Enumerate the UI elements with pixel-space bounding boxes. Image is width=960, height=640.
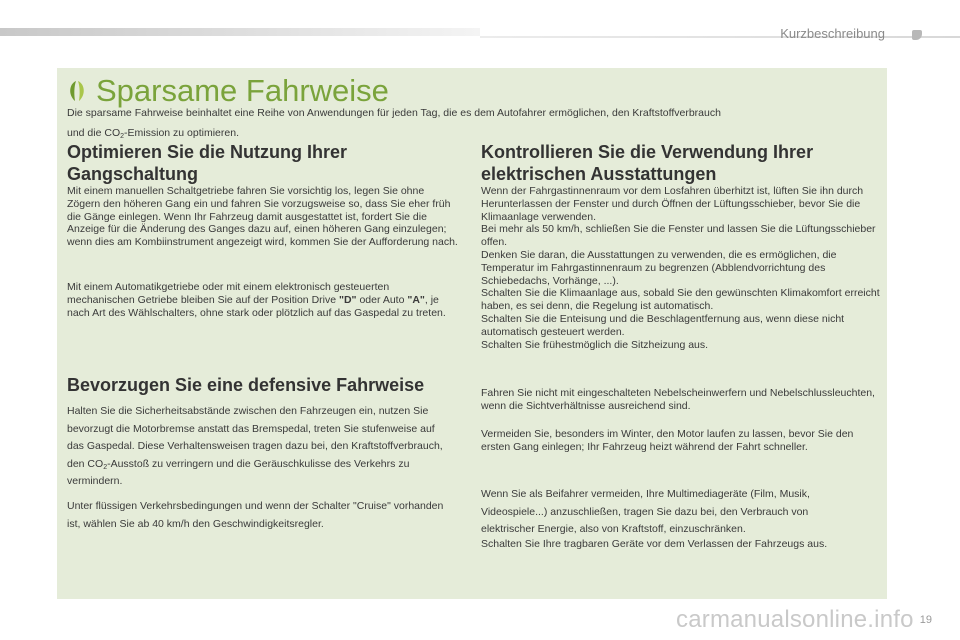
corner-tab-icon	[912, 30, 922, 40]
paragraph-nebelscheinwerfer: Fahren Sie nicht mit eingeschalteten Nebelscheinwerfern und Nebelschlussleuchten, wenn die Sichtverhältnisse ausreichend sind.	[481, 387, 875, 412]
paragraph-winter: Vermeiden Sie, besonders im Winter, den Motor laufen zu lassen, bevor Sie den ersten Gang einlegen; Ihr Fahrzeug heizt während der Fahrt schneller.	[481, 428, 854, 453]
heading-gangschaltung: Optimieren Sie die Nutzung Ihrer Gangschaltung	[67, 142, 348, 184]
page-number: 19	[919, 614, 932, 626]
paragraph-sicherheitsabstaende: Halten Sie die Sicherheitsabstände zwischen den Fahrzeugen ein, nutzen Sie bevorzugt die Motorbremse anstatt das Bremspedal, treten Sie stufenweise auf das Gaspedal. Diese Verhaltensweisen tragen dazu bei, den Kraftstoffverbrauch, den $CO_2$-Ausstoß zu verringern und die Geräuschkulisse des Verkehrs zu vermindern.	[67, 405, 443, 487]
paragraph-right-group-1	[481, 185, 881, 351]
watermark: carmanualsonline.info	[676, 606, 914, 633]
paragraph-multimedia: Wenn Sie als Beifahrer vermeiden, Ihre Multimediageräte (Film, Musik, Videospiele...) anzuschließen, tragen Sie dazu bei, den Verbrauch von elektrischer Energie, also von Kraftstoff, einzuschränken.	[481, 488, 810, 535]
paragraph-schaltgetriebe: Mit einem manuellen Schaltgetriebe fahren Sie vorsichtig los, legen Sie ohne Zögern den höheren Gang ein und fahren Sie vorzugsweise so, dass Sie eher früh die Gänge einlegen. Wenn Ihr Fahrzeug damit ausgestattet ist, fordert Sie die Anzeige für die Änderung des Ganges dazu auf, einen höheren Gang einzulegen; wenn dies am Kombiinstrument angezeigt wird, kommen Sie der Aufforderung nach.	[67, 185, 458, 249]
header-bar	[0, 28, 480, 36]
paragraph-enteisung: Schalten Sie die Enteisung und die Beschlagentfernung aus, wenn diese nicht automatisch gesteuert werden.	[481, 312, 845, 338]
page-title: Sparsame Fahrweise	[96, 73, 389, 108]
paragraph-sitzheizung: Schalten Sie frühestmöglich die Sitzheizung aus.	[481, 338, 709, 351]
heading-defensive-fahrweise: Bevorzugen Sie eine defensive Fahrweise	[67, 375, 425, 395]
intro-line-2: und die $CO_2$-Emission zu optimieren.	[67, 127, 239, 140]
section-label: Kurzbeschreibung	[780, 26, 885, 41]
heading-elektrische-ausstattungen: Kontrollieren Sie die Verwendung Ihrer elektrischen Ausstattungen	[481, 142, 814, 184]
leaf-icon	[66, 80, 88, 102]
paragraph-cruise: Unter flüssigen Verkehrsbedingungen und wenn der Schalter "Cruise" vorhanden ist, wählen Sie ab 40 km/h den Geschwindigkeitsregler.	[67, 500, 444, 530]
paragraph-tragbare-geraete: Schalten Sie Ihre tragbaren Geräte vor dem Verlassen der Fahrzeugs aus.	[481, 538, 828, 550]
paragraph-automatikgetriebe: Mit einem Automatikgetriebe oder mit einem elektronisch gesteuerten mechanischen Getriebe bleiben Sie auf der Position Drive "D" oder Auto "A", je nach Art des Wählschalters, ohne stark oder plötzlich auf das Gaspedal zu treten.	[67, 281, 446, 319]
intro-text	[67, 103, 847, 143]
intro-line-1: Die sparsame Fahrweise beinhaltet eine Reihe von Anwendungen für jeden Tag, die es dem Autofahrer ermöglichen, den Kraftstoffverbrauch	[67, 107, 721, 119]
paragraph-klimaanlage: Schalten Sie die Klimaanlage aus, sobald Sie den gewünschten Klimakomfort erreicht haben, es sei denn, die Regelung ist automatisch.	[481, 287, 880, 313]
paragraph-fenster: Bei mehr als 50 km/h, schließen Sie die Fenster und lassen Sie die Lüftungsschieber offen.	[481, 223, 876, 249]
paragraph-temperatur: Denken Sie daran, die Ausstattungen zu verwenden, die es ermöglichen, die Temperatur im Fahrgastinnenraum zu begrenzen (Abblendvorrichtung des Schiebedachs, Vorhänge, ...).	[481, 248, 837, 287]
paragraph-lueften: Wenn der Fahrgastinnenraum vor dem Losfahren überhitzt ist, lüften Sie ihn durch Herunterlassen der Fenster und durch Öffnen der Lüftungsschieber, bevor Sie die Klimaanlage verwenden.	[481, 185, 864, 223]
header-line	[480, 36, 960, 38]
